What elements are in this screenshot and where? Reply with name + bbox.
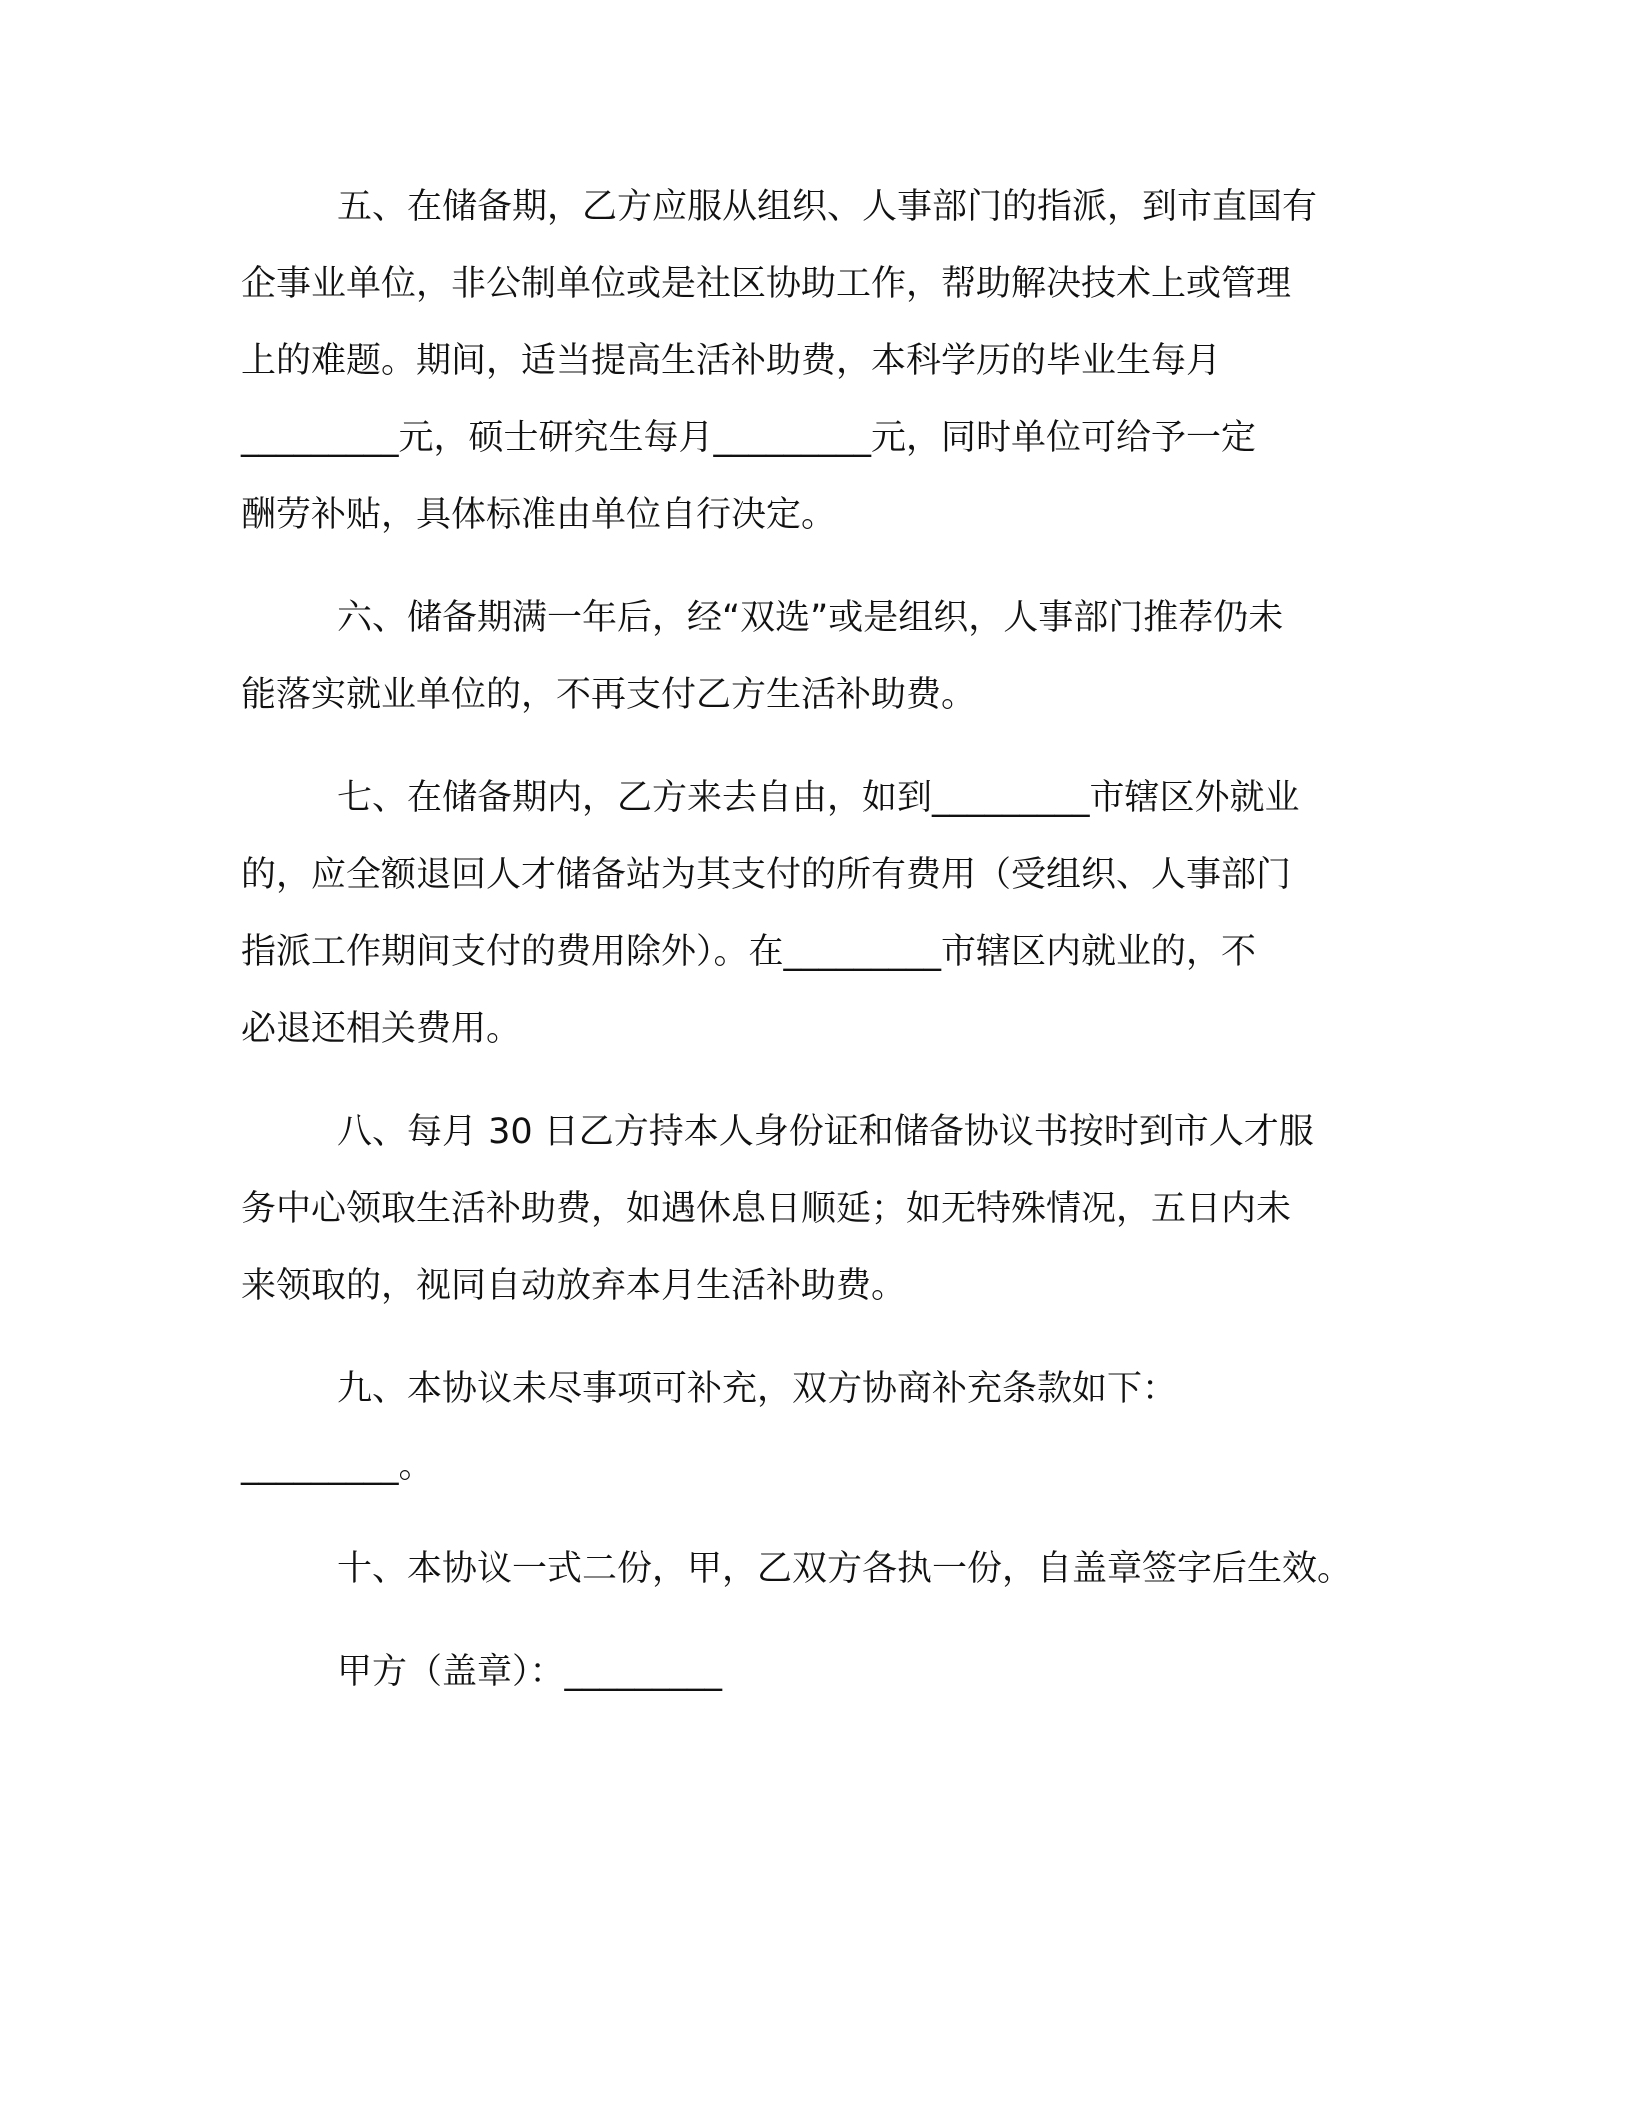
section-seven-line-2: 的，应全额退回人才储备站为其支付的所有费用（受组织、人事部门 <box>241 855 1292 895</box>
section-six-line-2: 能落实就业单位的，不再支付乙方生活补助费。 <box>241 675 977 715</box>
section-seven-line-3: 指派工作期间支付的费用除外）。在_________市辖区内就业的，不 <box>241 932 1257 972</box>
section-ten-line-1: 十、本协议一式二份，甲，乙双方各执一份，自盖章签字后生效。 <box>337 1549 1353 1589</box>
section-seven-line-1: 七、在储备期内，乙方来去自由，如到_________市辖区外就业 <box>337 778 1300 818</box>
section-eight-line-1: 八、每月 30 日乙方持本人身份证和储备协议书按时到市人才服 <box>337 1112 1314 1152</box>
section-five-line-1: 五、在储备期，乙方应服从组织、人事部门的指派，到市直国有 <box>337 187 1318 227</box>
section-eight-line-3: 来领取的，视同自动放弃本月生活补助费。 <box>241 1266 907 1306</box>
party-a-signature: 甲方（盖章）：_________ <box>337 1652 723 1692</box>
section-nine-line-1: 九、本协议未尽事项可补充，双方协商补充条款如下： <box>337 1369 1178 1409</box>
section-nine-line-2: _________。 <box>241 1446 434 1486</box>
section-five-line-5: 酬劳补贴，具体标准由单位自行决定。 <box>241 495 837 535</box>
section-seven-line-4: 必退还相关费用。 <box>241 1009 522 1049</box>
section-five-line-2: 企事业单位，非公制单位或是社区协助工作，帮助解决技术上或管理 <box>241 264 1292 304</box>
section-five-line-4: _________元，硕士研究生每月_________元，同时单位可给予一定 <box>241 418 1257 458</box>
section-eight-line-2: 务中心领取生活补助费，如遇休息日顺延；如无特殊情况，五日内未 <box>241 1189 1292 1229</box>
section-six-line-1: 六、储备期满一年后，经“双选”或是组织，人事部门推荐仍未 <box>337 598 1284 638</box>
section-five-line-3: 上的难题。期间，适当提高生活补助费，本科学历的毕业生每月 <box>241 341 1222 381</box>
